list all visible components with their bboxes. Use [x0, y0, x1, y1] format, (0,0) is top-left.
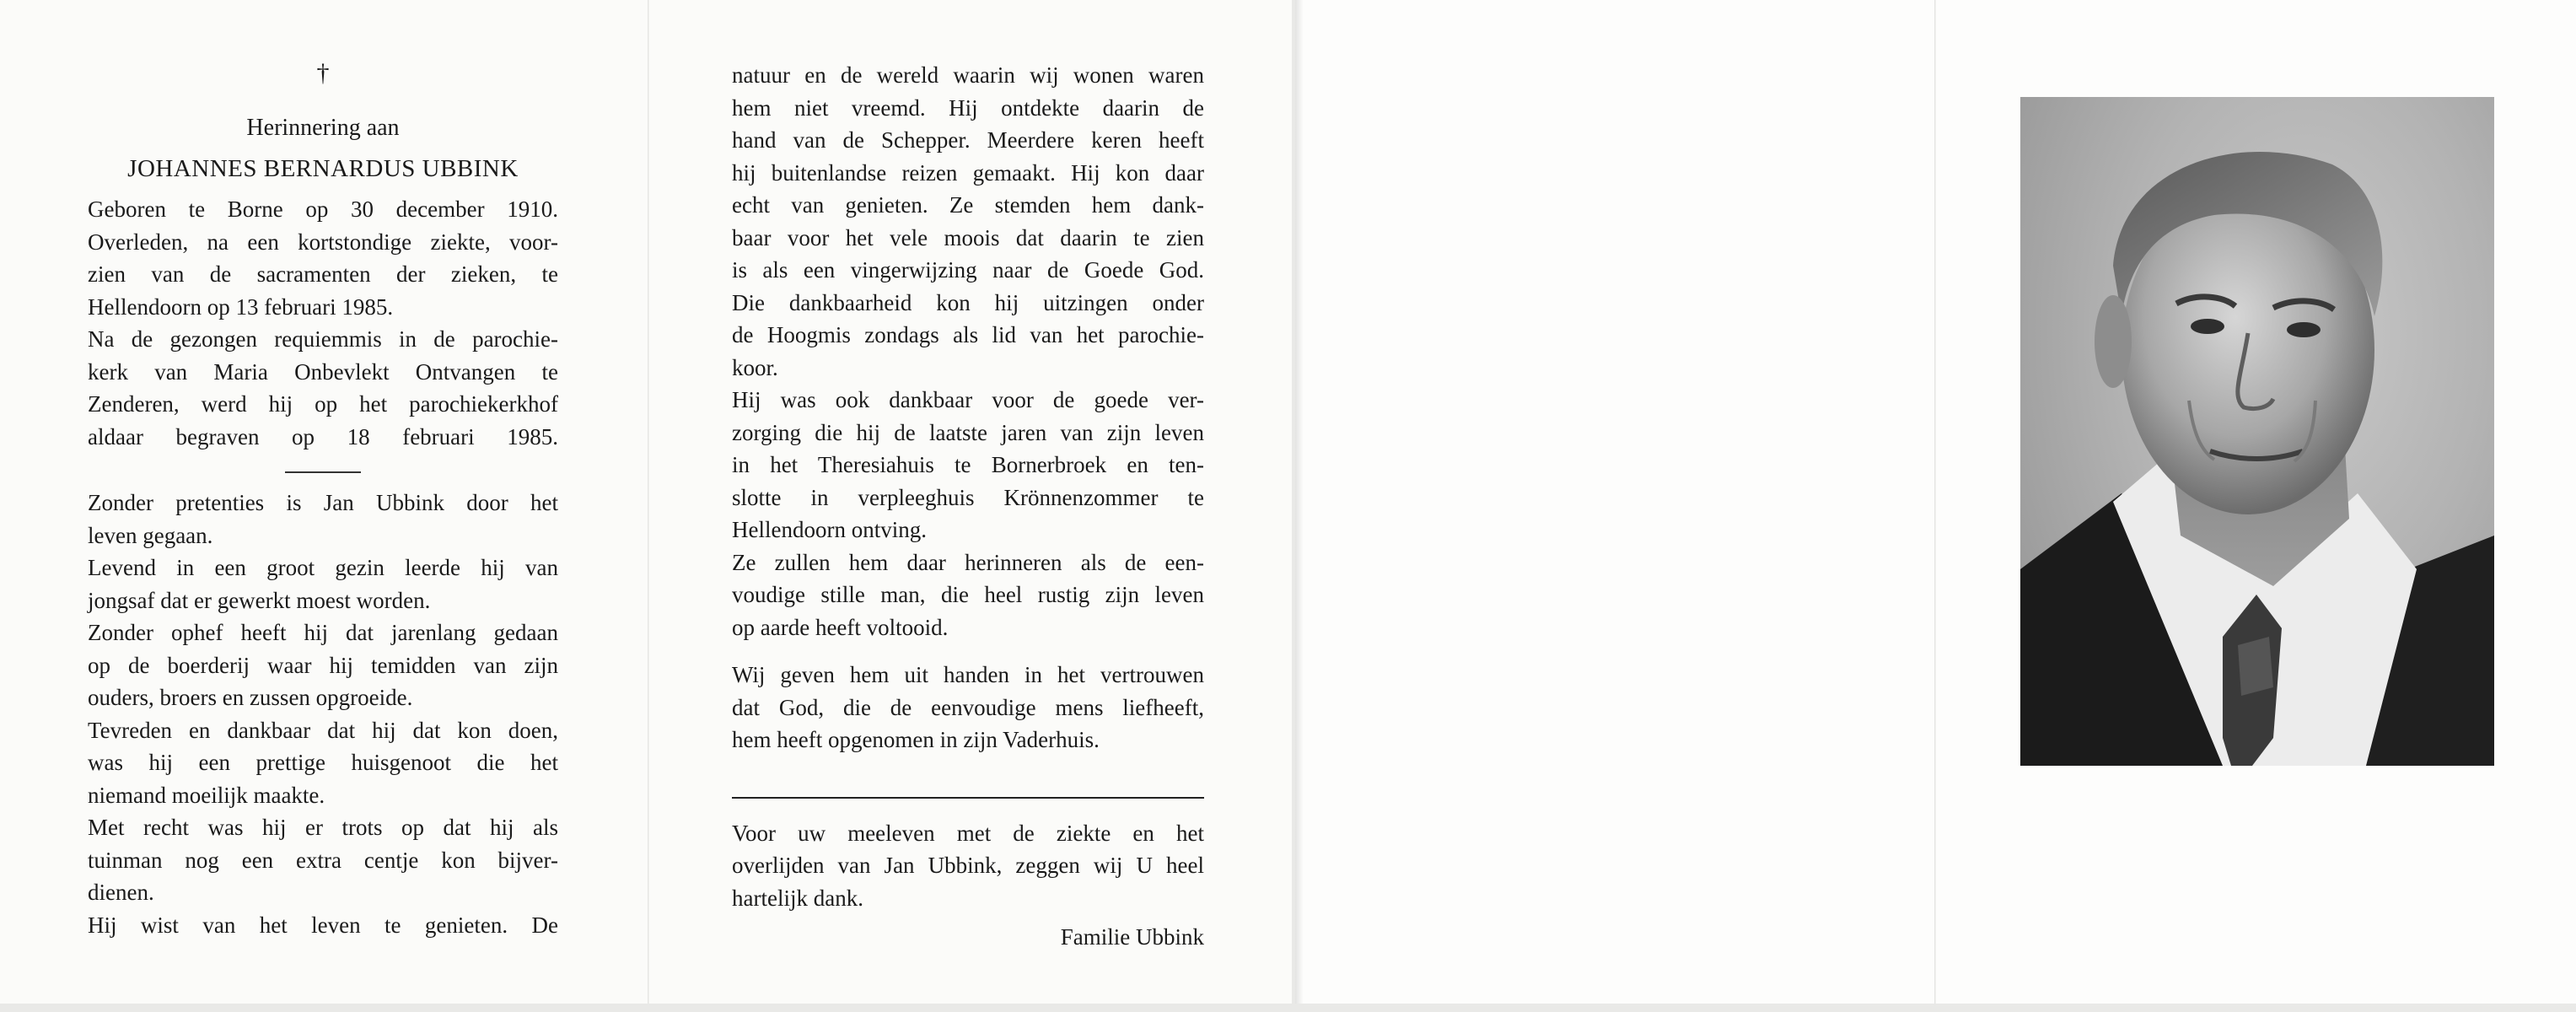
text-line: niemand moeilijk maakte.: [88, 782, 325, 808]
text-line: ouders, broers en zussen opgroeide.: [88, 685, 413, 710]
portrait-photo: [2020, 97, 2494, 766]
continued-paragraph: [732, 59, 1204, 643]
sheet-edge-shadow: [1295, 0, 1304, 1004]
fold-line: [1934, 0, 1936, 1004]
text-line: op aarde heeft voltooid.: [732, 614, 949, 640]
text-line: Hij wist van het leven te genieten. De: [88, 912, 558, 938]
text-line: zien van de sacramenten der zieken, te: [88, 261, 558, 287]
text-line: op de boerderij waar hij temidden van zijn: [88, 652, 558, 678]
text-line: hij buitenlandse reizen gemaakt. Hij kon daar: [732, 159, 1204, 186]
text-line: Hellendoorn ontving.: [732, 517, 927, 542]
text-line: is als een vingerwijzing naar de Goede God.: [732, 257, 1204, 283]
text-line: Geboren te Borne op 30 december 1910.: [88, 196, 558, 222]
text-line: Zenderen, werd hij op het parochiekerkhof: [88, 391, 558, 417]
text-line: Hellendoorn op 13 februari 1985.: [88, 293, 394, 320]
text-line: overlijden van Jan Ubbink, zeggen wij U heel: [732, 853, 1204, 878]
family-signature: Familie Ubbink: [1060, 924, 1204, 950]
text-line: koor.: [732, 354, 778, 380]
text-line: baar voor het vele moois dat daarin te zien: [732, 224, 1204, 250]
text-line: Wij geven hem uit handen in het vertrouwen: [732, 662, 1204, 687]
text-line: aldaar begraven op 18 februari 1985.: [88, 423, 558, 449]
panel-memorial-continued: [732, 0, 1204, 950]
fold-line: [648, 0, 649, 1004]
panel-memorial-text: [88, 0, 558, 941]
text-line: de Hoogmis zondags als lid van het parochie-: [732, 322, 1204, 347]
life-story-paragraph: [88, 487, 558, 941]
text-line: Met recht was hij er trots op dat hij als: [88, 815, 558, 840]
text-line: Zonder pretenties is Jan Ubbink door het: [88, 490, 558, 515]
text-line: Die dankbaarheid kon hij uitzingen onder: [732, 289, 1204, 315]
text-line: leven gegaan.: [88, 522, 213, 548]
deceased-name: JOHANNES BERNARDUS UBBINK: [127, 155, 519, 182]
text-line: slotte in verpleeghuis Krönnenzommer te: [732, 484, 1204, 510]
text-line: jongsaf dat er gewerkt moest worden.: [88, 587, 431, 613]
text-line: natuur en de wereld waarin wij wonen waren: [732, 62, 1204, 88]
text-line: voudige stille man, die heel rustig zijn leven: [732, 582, 1204, 607]
text-line: echt van genieten. Ze stemden hem dank-: [732, 192, 1204, 218]
cross-icon: †: [316, 59, 330, 87]
text-line: Hij was ook dankbaar voor de goede ver-: [732, 387, 1204, 412]
text-line: hem niet vreemd. Hij ontdekte daarin de: [732, 94, 1204, 121]
text-line: Zonder ophef heeft hij dat jarenlang gedaan: [88, 620, 558, 645]
text-line: dienen.: [88, 880, 154, 905]
text-line: Overleden, na een kortstondige ziekte, voor-: [88, 229, 558, 255]
text-line: kerk van Maria Onbevlekt Ontvangen te: [88, 358, 558, 385]
text-line: Tevreden en dankbaar dat hij dat kon doen,: [88, 717, 558, 743]
card-left-sheet: [0, 0, 1292, 1004]
thanks-paragraph: [732, 817, 1204, 915]
text-line: dat God, die de eenvoudige mens liefheeft,: [732, 694, 1204, 720]
short-divider: [285, 471, 361, 473]
heading-remembrance: Herinnering aan: [246, 115, 400, 141]
text-line: Voor uw meeleven met de ziekte en het: [732, 820, 1204, 846]
text-line: was hij een prettige huisgenoot die het: [88, 750, 558, 775]
text-line: hartelijk dank.: [732, 885, 863, 911]
text-line: hand van de Schepper. Meerdere keren heeft: [732, 127, 1204, 153]
portrait-image: [2020, 97, 2494, 766]
text-line: Na de gezongen requiemmis in de parochie-: [88, 326, 558, 352]
text-line: in het Theresiahuis te Bornerbroek en ten-: [732, 452, 1204, 477]
horizontal-rule: [732, 797, 1204, 799]
text-line: Levend in een groot gezin leerde hij van: [88, 555, 558, 580]
text-line: hem heeft opgenomen in zijn Vaderhuis.: [732, 727, 1100, 752]
biography-paragraph: [88, 193, 558, 453]
text-line: Ze zullen hem daar herinneren als de een-: [732, 549, 1204, 575]
text-line: tuinman nog een extra centje kon bijver-: [88, 847, 558, 873]
closing-paragraph: [732, 659, 1204, 756]
text-line: zorging die hij de laatste jaren van zijn leven: [732, 419, 1204, 445]
